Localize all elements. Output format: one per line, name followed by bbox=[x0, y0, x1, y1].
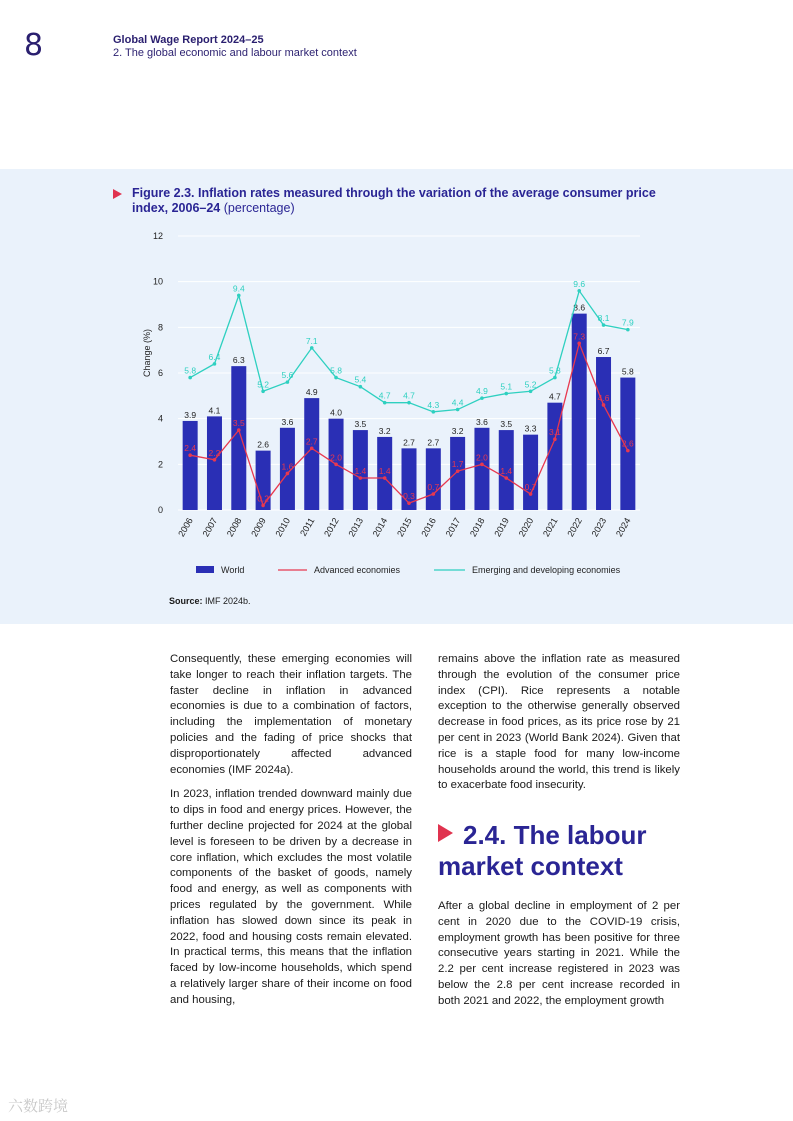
advanced-data-label: 2.6 bbox=[621, 438, 634, 449]
advanced-point bbox=[480, 463, 484, 467]
source-text: IMF 2024b. bbox=[205, 596, 251, 606]
emerging-data-label: 4.7 bbox=[403, 390, 415, 401]
advanced-data-label: 2.2 bbox=[208, 447, 221, 458]
body-column-left bbox=[170, 652, 412, 1018]
body-paragraph: After a global decline in employment of 2 per cent in 2020 due to the COVID-19 crisis, employment growth has been positive for three consecutive years starting in 2021. While the 2.2 per cent increase registered in 2023 was below the 2.8 per cent increase recorded in both 2021 and 2022, the employment growth bbox=[438, 900, 680, 1007]
emerging-data-label: 7.9 bbox=[621, 317, 634, 328]
y-tick-label: 8 bbox=[157, 322, 163, 333]
bar-label-world: 4.0 bbox=[330, 407, 342, 418]
bar-label-world: 6.3 bbox=[232, 355, 245, 366]
x-tick-label: 2022 bbox=[565, 516, 584, 539]
body-column-right bbox=[438, 652, 680, 803]
bar-label-world: 4.7 bbox=[548, 391, 561, 402]
advanced-data-label: 1.4 bbox=[354, 466, 367, 477]
emerging-point bbox=[529, 389, 533, 393]
x-tick-label: 2015 bbox=[395, 516, 414, 539]
emerging-data-label: 5.8 bbox=[184, 365, 197, 376]
emerging-point bbox=[407, 401, 411, 405]
bar-label-world: 3.2 bbox=[378, 425, 391, 436]
report-title: Global Wage Report 2024–25 bbox=[113, 34, 264, 46]
advanced-data-label: 2.7 bbox=[305, 436, 318, 447]
x-tick-label: 2014 bbox=[370, 516, 390, 539]
bar-label-world: 3.2 bbox=[451, 425, 464, 436]
y-tick-label: 10 bbox=[152, 276, 163, 287]
x-tick-label: 2021 bbox=[540, 516, 560, 539]
legend-label-advanced: Advanced economies bbox=[314, 565, 401, 575]
bar-label-world: 2.6 bbox=[257, 439, 270, 450]
emerging-point bbox=[504, 392, 508, 396]
bar-label-world: 8.6 bbox=[573, 302, 586, 313]
emerging-point bbox=[286, 380, 290, 384]
bar-world bbox=[426, 448, 441, 510]
emerging-point bbox=[626, 328, 630, 332]
x-tick-label: 2007 bbox=[200, 516, 220, 539]
body-paragraph: remains above the inflation rate as measured through the evolution of the consumer price index (CPI). Rice represents a notable exception to the otherwise generally observed decrease in food prices, as its price rose by 21 per cent in 2023 (World Bank 2024). Given that rice is a staple food for many low-income households around the world, this trend is likely to exacerbate food insecurity. bbox=[438, 653, 680, 792]
page-number: 8 bbox=[24, 28, 44, 63]
bar-label-world: 2.7 bbox=[403, 437, 415, 448]
x-tick-label: 2017 bbox=[443, 516, 463, 539]
x-tick-label: 2020 bbox=[516, 516, 536, 539]
bar-world bbox=[596, 357, 611, 510]
y-tick-label: 2 bbox=[157, 459, 163, 470]
y-tick-label: 6 bbox=[157, 368, 163, 378]
emerging-point bbox=[383, 401, 387, 405]
advanced-point bbox=[213, 458, 217, 462]
advanced-point bbox=[626, 449, 630, 453]
y-tick-label: 12 bbox=[152, 231, 163, 241]
bar-world bbox=[231, 366, 246, 510]
bar-label-world: 3.5 bbox=[354, 419, 367, 430]
advanced-point bbox=[577, 342, 581, 346]
emerging-data-label: 9.6 bbox=[573, 278, 586, 289]
emerging-point bbox=[456, 408, 460, 412]
advanced-point bbox=[432, 492, 436, 496]
x-tick-label: 2011 bbox=[298, 516, 317, 538]
advanced-data-label: 2.0 bbox=[330, 452, 342, 463]
legend-swatch-world bbox=[196, 566, 214, 573]
bar-world bbox=[207, 416, 222, 510]
body-paragraph: Consequently, these emerging economies will take longer to reach their inflation targets. The faster decline in inflation in advanced economies is due to a combination of factors, including the implementation of monetary policies and the fading of price shocks that disproportionately affected advanced economies (IMF 2024a). bbox=[170, 653, 412, 776]
figure-unit: (percentage) bbox=[223, 201, 295, 215]
emerging-data-label: 5.2 bbox=[257, 379, 270, 390]
emerging-point bbox=[602, 323, 606, 327]
emerging-data-label: 4.4 bbox=[451, 397, 464, 408]
emerging-point bbox=[310, 346, 314, 350]
advanced-point bbox=[261, 504, 265, 508]
advanced-data-label: 3.1 bbox=[548, 427, 561, 438]
advanced-point bbox=[383, 476, 387, 480]
emerging-data-label: 5.6 bbox=[281, 370, 294, 381]
emerging-point bbox=[213, 362, 217, 366]
advanced-point bbox=[602, 403, 606, 407]
figure-label: Figure 2.3. bbox=[132, 186, 195, 200]
emerging-data-label: 7.1 bbox=[305, 335, 318, 346]
emerging-point bbox=[188, 376, 192, 380]
advanced-data-label: 4.6 bbox=[597, 392, 610, 403]
bar-world bbox=[183, 421, 198, 510]
advanced-point bbox=[504, 476, 508, 480]
section-heading-text: 2.4. The labour market context bbox=[438, 820, 647, 881]
legend-label-emerging: Emerging and developing economies bbox=[472, 565, 621, 575]
emerging-point bbox=[261, 389, 265, 393]
emerging-data-label: 5.8 bbox=[330, 365, 342, 376]
section-heading bbox=[438, 820, 698, 882]
x-tick-label: 2006 bbox=[176, 516, 195, 539]
x-tick-label: 2023 bbox=[589, 516, 609, 539]
advanced-data-label: 2.4 bbox=[184, 443, 197, 454]
emerging-data-label: 4.9 bbox=[476, 386, 488, 397]
bar-label-world: 3.5 bbox=[500, 419, 513, 430]
advanced-data-label: 1.7 bbox=[451, 459, 464, 470]
y-tick-label: 4 bbox=[157, 413, 163, 424]
advanced-data-label: 0.7 bbox=[524, 482, 537, 493]
emerging-data-label: 5.4 bbox=[354, 374, 367, 385]
emerging-point bbox=[577, 289, 581, 293]
section-marker-icon bbox=[438, 824, 453, 842]
bar-label-world: 3.6 bbox=[281, 416, 294, 427]
emerging-point bbox=[237, 294, 241, 298]
advanced-point bbox=[334, 463, 338, 467]
body-paragraph: In 2023, inflation trended downward mainly due to dips in food and energy prices. However, the further decline projected for 2024 at the global level is foreseen to be driven by a decrease in core inflation, which excludes the most volatile components of the basket of goods, namely food and energy, as well as components with prices regulated by the government. While inflation has slowed down since its peak in 2022, food and housing costs remain elevated. In practical terms, this means that the inflation faced by low-income households, which spend a relatively larger share of their income on food and housing, bbox=[170, 788, 412, 1006]
watermark: 六数跨境 bbox=[8, 1097, 69, 1115]
emerging-data-label: 4.3 bbox=[427, 399, 440, 410]
x-tick-label: 2019 bbox=[492, 516, 511, 539]
bar-world bbox=[450, 437, 465, 510]
advanced-data-label: 0.7 bbox=[427, 482, 440, 493]
advanced-data-label: 3.5 bbox=[232, 418, 245, 429]
bar-label-world: 4.1 bbox=[208, 405, 221, 416]
bar-world bbox=[474, 428, 489, 510]
x-tick-label: 2024 bbox=[613, 516, 633, 539]
advanced-point bbox=[310, 447, 314, 451]
inflation-chart bbox=[0, 169, 793, 594]
bar-label-world: 5.8 bbox=[621, 366, 634, 377]
advanced-point bbox=[188, 453, 192, 457]
y-tick-label: 0 bbox=[157, 505, 163, 515]
emerging-data-label: 5.8 bbox=[548, 365, 561, 376]
bar-label-world: 6.7 bbox=[597, 346, 610, 357]
x-tick-label: 2012 bbox=[322, 516, 341, 539]
bar-label-world: 2.7 bbox=[427, 437, 440, 448]
x-tick-label: 2009 bbox=[249, 516, 268, 539]
x-tick-label: 2008 bbox=[224, 516, 244, 539]
advanced-data-label: 0.2 bbox=[257, 493, 270, 504]
x-tick-label: 2010 bbox=[273, 516, 293, 539]
x-tick-label: 2013 bbox=[346, 516, 366, 539]
x-tick-label: 2016 bbox=[419, 516, 439, 539]
advanced-point bbox=[553, 437, 557, 441]
x-tick-label: 2018 bbox=[468, 516, 487, 539]
emerging-data-label: 8.1 bbox=[597, 313, 610, 324]
advanced-data-label: 1.6 bbox=[281, 461, 294, 472]
advanced-point bbox=[407, 501, 411, 505]
advanced-point bbox=[456, 469, 460, 473]
advanced-data-label: 1.4 bbox=[378, 466, 391, 477]
advanced-point bbox=[529, 492, 533, 496]
emerging-data-label: 6.4 bbox=[208, 351, 221, 362]
source-label: Source: bbox=[169, 596, 203, 606]
bar-label-world: 4.9 bbox=[305, 387, 318, 398]
advanced-data-label: 0.3 bbox=[403, 491, 415, 502]
bar-label-world: 3.6 bbox=[476, 416, 488, 427]
emerging-data-label: 5.1 bbox=[500, 381, 513, 392]
emerging-point bbox=[359, 385, 363, 389]
bar-label-world: 3.9 bbox=[184, 409, 197, 420]
emerging-data-label: 5.2 bbox=[524, 379, 537, 390]
advanced-point bbox=[286, 472, 290, 476]
advanced-data-label: 1.4 bbox=[500, 466, 513, 477]
y-axis-label: Change (%) bbox=[142, 328, 152, 378]
figure-title: Inflation rates measured through the variation of the average consumer price index, 2006–24 bbox=[132, 186, 656, 215]
section-body bbox=[438, 899, 680, 1019]
advanced-point bbox=[237, 428, 241, 432]
advanced-data-label: 7.3 bbox=[573, 331, 586, 342]
emerging-point bbox=[432, 410, 436, 414]
advanced-data-label: 2.0 bbox=[476, 452, 488, 463]
figure-source bbox=[169, 596, 251, 606]
emerging-point bbox=[553, 376, 557, 380]
bar-label-world: 3.3 bbox=[524, 423, 537, 434]
emerging-point bbox=[334, 376, 338, 380]
advanced-point bbox=[359, 476, 363, 480]
legend-label-world: World bbox=[221, 565, 245, 575]
bar-world bbox=[523, 435, 538, 510]
emerging-data-label: 9.4 bbox=[232, 283, 245, 294]
chapter-subtitle: 2. The global economic and labour market context bbox=[113, 47, 357, 59]
emerging-data-label: 4.7 bbox=[378, 390, 391, 401]
emerging-point bbox=[480, 396, 484, 400]
